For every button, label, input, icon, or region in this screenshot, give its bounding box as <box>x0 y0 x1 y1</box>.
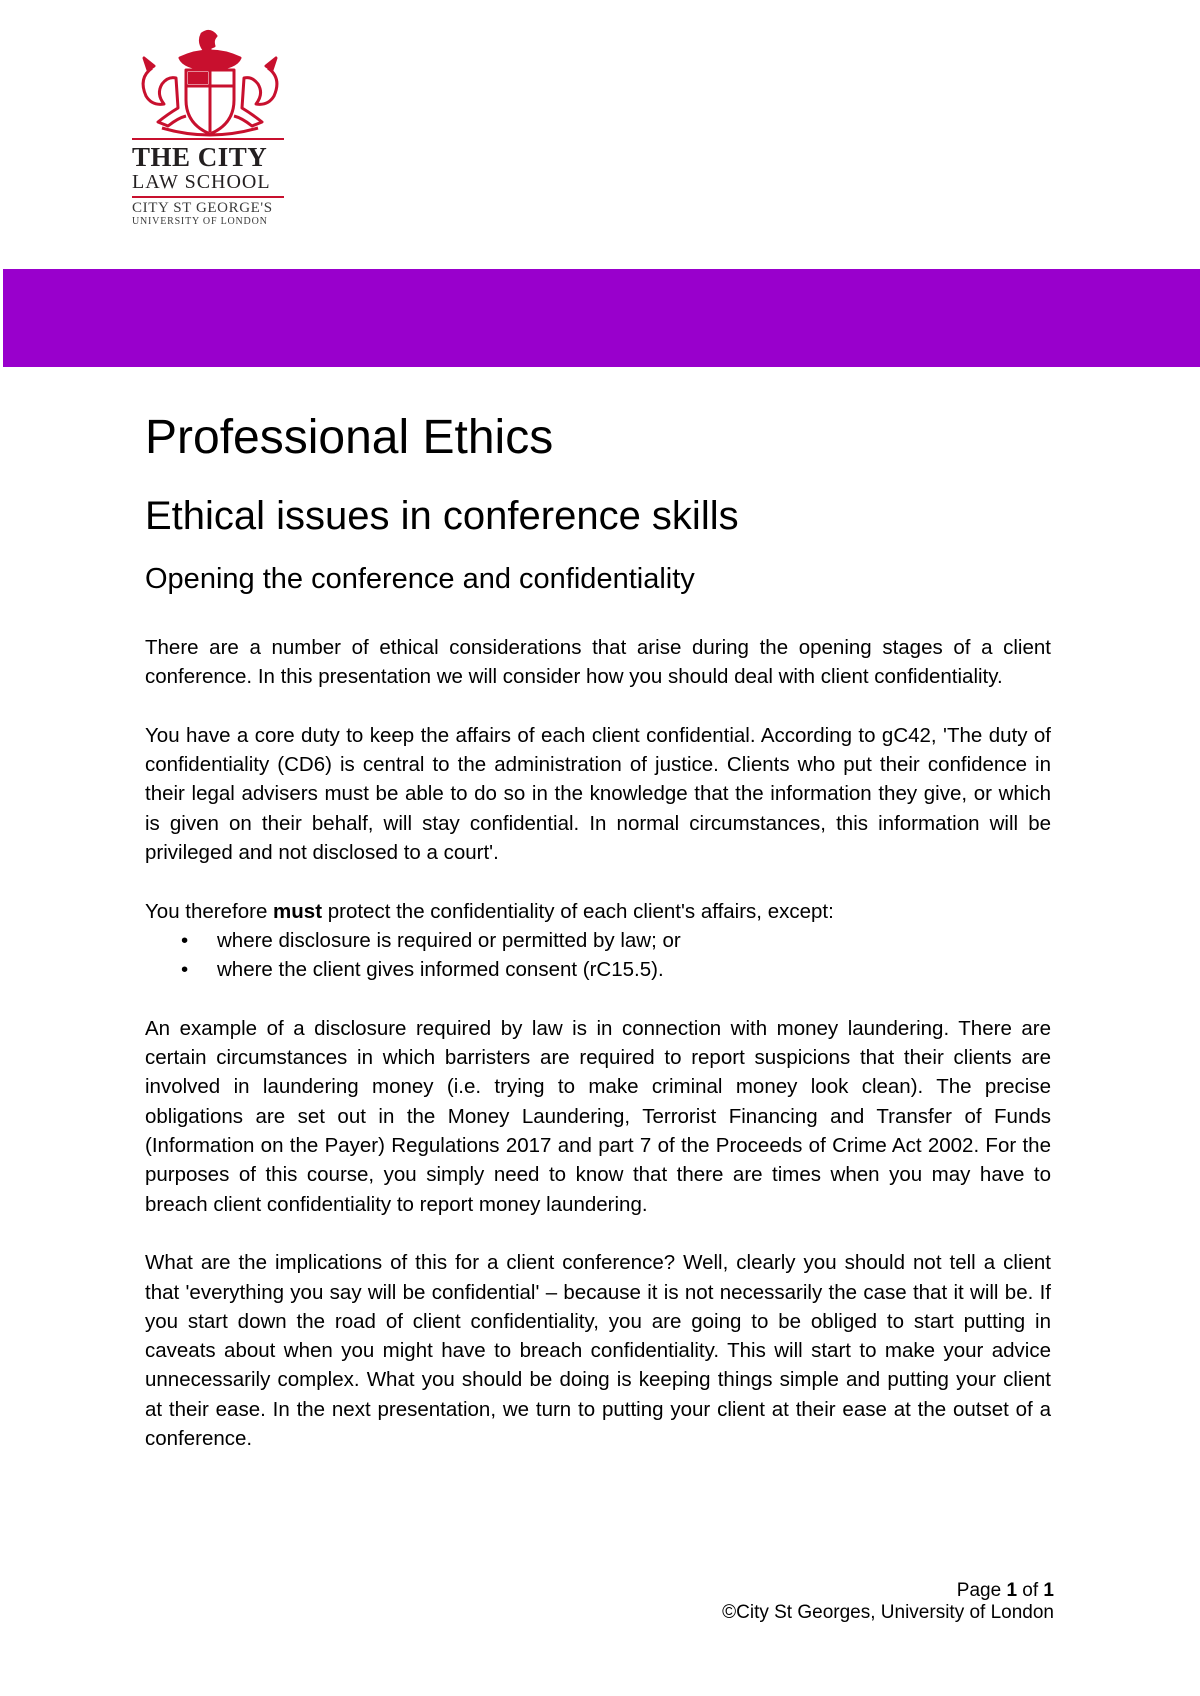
list-item: • where the client gives informed consent (rC15.5). <box>145 955 1051 984</box>
header-band <box>3 269 1200 367</box>
paragraph-implications: What are the implications of this for a client conference? Well, clearly you should not tell a client that 'everything you say will be confidential' – because it is not necessarily the case that it will be. If you start down the road of client confidentiality, you are going to be obliged to start putting in caveats about when you might have to breach confidentiality. This will start to make your advice unnecessarily complex. What you should be doing is keeping things simple and putting your client at their ease. In the next presentation, we turn to putting your client at their ease at the outset of a conference. <box>145 1251 1051 1450</box>
logo-line-city-st-georges: CITY ST GEORGE'S <box>132 200 273 216</box>
logo-rule-middle <box>132 196 284 198</box>
logo-line-the-city: THE CITY <box>132 142 268 172</box>
page-footer <box>722 1580 1054 1624</box>
of-word: of <box>1017 1580 1044 1601</box>
paragraph-must-protect <box>145 897 1051 926</box>
page-number <box>722 1580 1054 1602</box>
logo-rule-top <box>132 138 284 140</box>
logo-line-law-school: LAW SCHOOL <box>132 171 271 193</box>
section-heading: Opening the conference and confidentiality <box>145 563 695 596</box>
must-protect-rest: protect the confidentiality of each client's affairs, except: <box>322 899 834 923</box>
paragraph-money-laundering: An example of a disclosure required by law is in connection with money laundering. There are certain circumstances in which barristers are required to report suspicions that their clients are involved in laundering money (i.e. trying to make criminal money look clean). The precise obligations are set out in the Money Laundering, Terrorist Financing and Transfer of Funds (Information on the Payer) Regulations 2017 and part 7 of the Proceeds of Crime Act 2002. For the purposes of this course, you simply need to know that there are times when you may have to breach client confidentiality to report money laundering. <box>145 1016 1051 1216</box>
must-emphasis: must <box>273 899 323 923</box>
total-pages: 1 <box>1043 1580 1054 1601</box>
must-protect-lead: You therefore <box>145 899 274 923</box>
page-word: Page <box>956 1580 1007 1601</box>
paragraph-core-duty: You have a core duty to keep the affairs of each client confidential. According to gC42, 'The duty of confidentiality (CD6) is central to the administration of justice. Clients who put their confidence in their legal advisers must be able to do so in the knowledge that the information they give, or which is given on their behalf, will stay confidential. In normal circumstances, this information will be privileged and not disclosed to a court'. <box>145 723 1051 865</box>
copyright: ©City St Georges, University of London <box>722 1602 1054 1623</box>
current-page: 1 <box>1006 1580 1018 1601</box>
logo <box>132 28 288 228</box>
exceptions-list <box>145 926 1051 985</box>
document-body <box>145 410 1051 1453</box>
logo-line-university: UNIVERSITY OF LONDON <box>132 216 268 227</box>
subtitle: Ethical issues in conference skills <box>145 494 739 539</box>
paragraph-intro: There are a number of ethical considerations that arise during the opening stages of a client conference. In this presentation we will consider how you should deal with client confidentiality. <box>145 635 1051 689</box>
crest-icon <box>132 28 288 140</box>
list-item: • where disclosure is required or permitted by law; or <box>145 926 1051 955</box>
page-title: Professional Ethics <box>145 411 554 464</box>
